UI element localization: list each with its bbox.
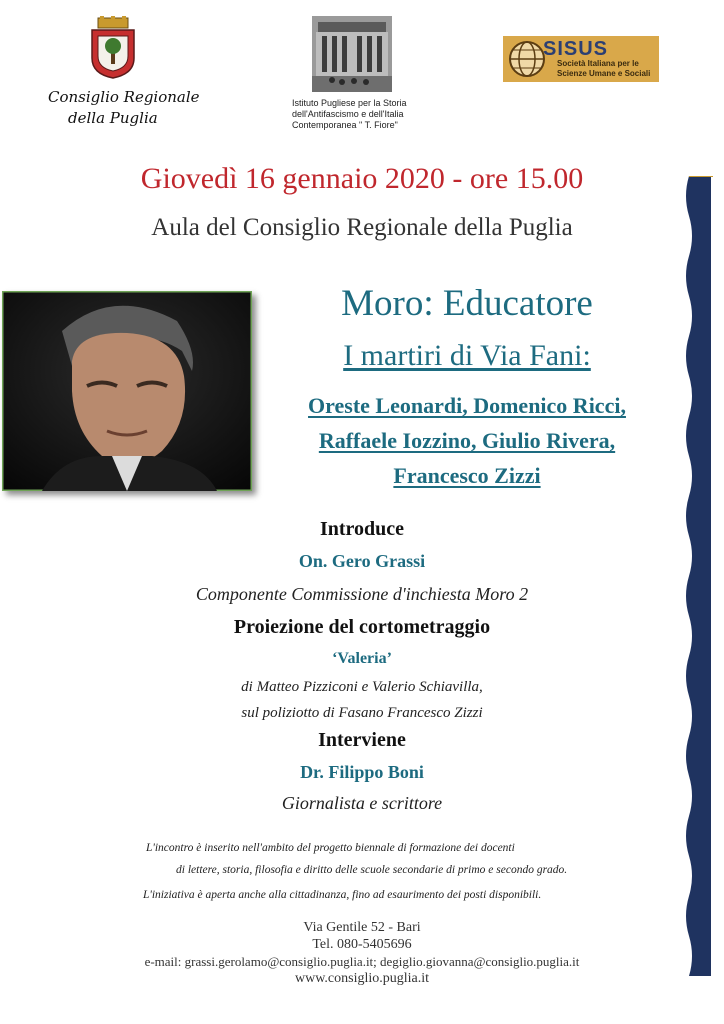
contact-address: Via Gentile 52 - Bari — [303, 920, 421, 935]
event-title: Moro: Educatore — [341, 283, 593, 324]
regional-crest-icon — [86, 16, 140, 80]
sisus-subtitle-line2: Scienze Umane e Sociali — [557, 69, 651, 78]
sisus-name: SISUS — [543, 38, 609, 60]
event-venue: Aula del Consiglio Regionale della Puglia — [151, 214, 573, 241]
globe-icon — [507, 39, 547, 79]
note-line3: L'iniziativa è aperta anche alla cittadinanza, fino ad esaurimento dei posti disponibili. — [143, 889, 542, 901]
speaker-role: Giornalista e scrittore — [281, 793, 443, 813]
contact-website-link[interactable]: www.consiglio.puglia.it — [294, 971, 430, 986]
martyrs-names-line1: Oreste Leonardi, Domenico Ricci, — [308, 393, 626, 418]
consiglio-regionale-logo — [40, 14, 200, 134]
sisus-logo — [503, 36, 659, 82]
note-line1: L'incontro è inserito nell'ambito del progetto biennale di formazione dei docenti — [146, 842, 515, 854]
sisus-subtitle-line1: Società Italiana per le — [557, 59, 639, 68]
speaker-label: Interviene — [318, 729, 406, 751]
contact-email[interactable]: e-mail: grassi.gerolamo@consiglio.puglia.it; degiglio.giovanna@consiglio.puglia.it — [144, 954, 580, 969]
film-title: ‘Valeria’ — [332, 650, 392, 667]
martyrs-names-line3: Francesco Zizzi — [393, 463, 541, 488]
martyrs-names-line2: Raffaele Iozzino, Giulio Rivera, — [318, 428, 616, 453]
istituto-line1: Istituto Pugliese per la Storia — [292, 98, 407, 108]
portrait-photo — [2, 291, 252, 491]
istituto-line3: Contemporanea " T. Fiore" — [292, 120, 398, 130]
event-subtitle: I martiri di Via Fani: — [343, 339, 591, 372]
building-photo-icon — [312, 16, 392, 92]
contact-phone: Tel. 080-5405696 — [312, 937, 412, 952]
introduce-role: Componente Commissione d'inchiesta Moro 2 — [195, 584, 529, 604]
consiglio-caption-line1: Consiglio Regionale — [48, 88, 200, 106]
event-date: Giovedì 16 gennaio 2020 - ore 15.00 — [140, 162, 584, 195]
introduce-name: On. Gero Grassi — [298, 551, 426, 571]
speaker-name: Dr. Filippo Boni — [300, 762, 424, 782]
scroll-border-decoration — [683, 176, 717, 976]
note-line2: di lettere, storia, filosofia e diritto delle scuole secondarie di primo e secondo grado. — [176, 864, 568, 876]
film-authors: di Matteo Pizziconi e Valerio Schiavilla, — [241, 679, 483, 695]
film-subject: sul poliziotto di Fasano Francesco Zizzi — [241, 705, 483, 721]
istituto-pugliese-logo — [278, 14, 438, 134]
introduce-label: Introduce — [319, 518, 405, 540]
istituto-line2: dell'Antifascismo e dell'Italia — [292, 109, 404, 119]
consiglio-caption-line2: della Puglia — [68, 109, 158, 127]
projection-label: Proiezione del cortometraggio — [233, 616, 491, 638]
